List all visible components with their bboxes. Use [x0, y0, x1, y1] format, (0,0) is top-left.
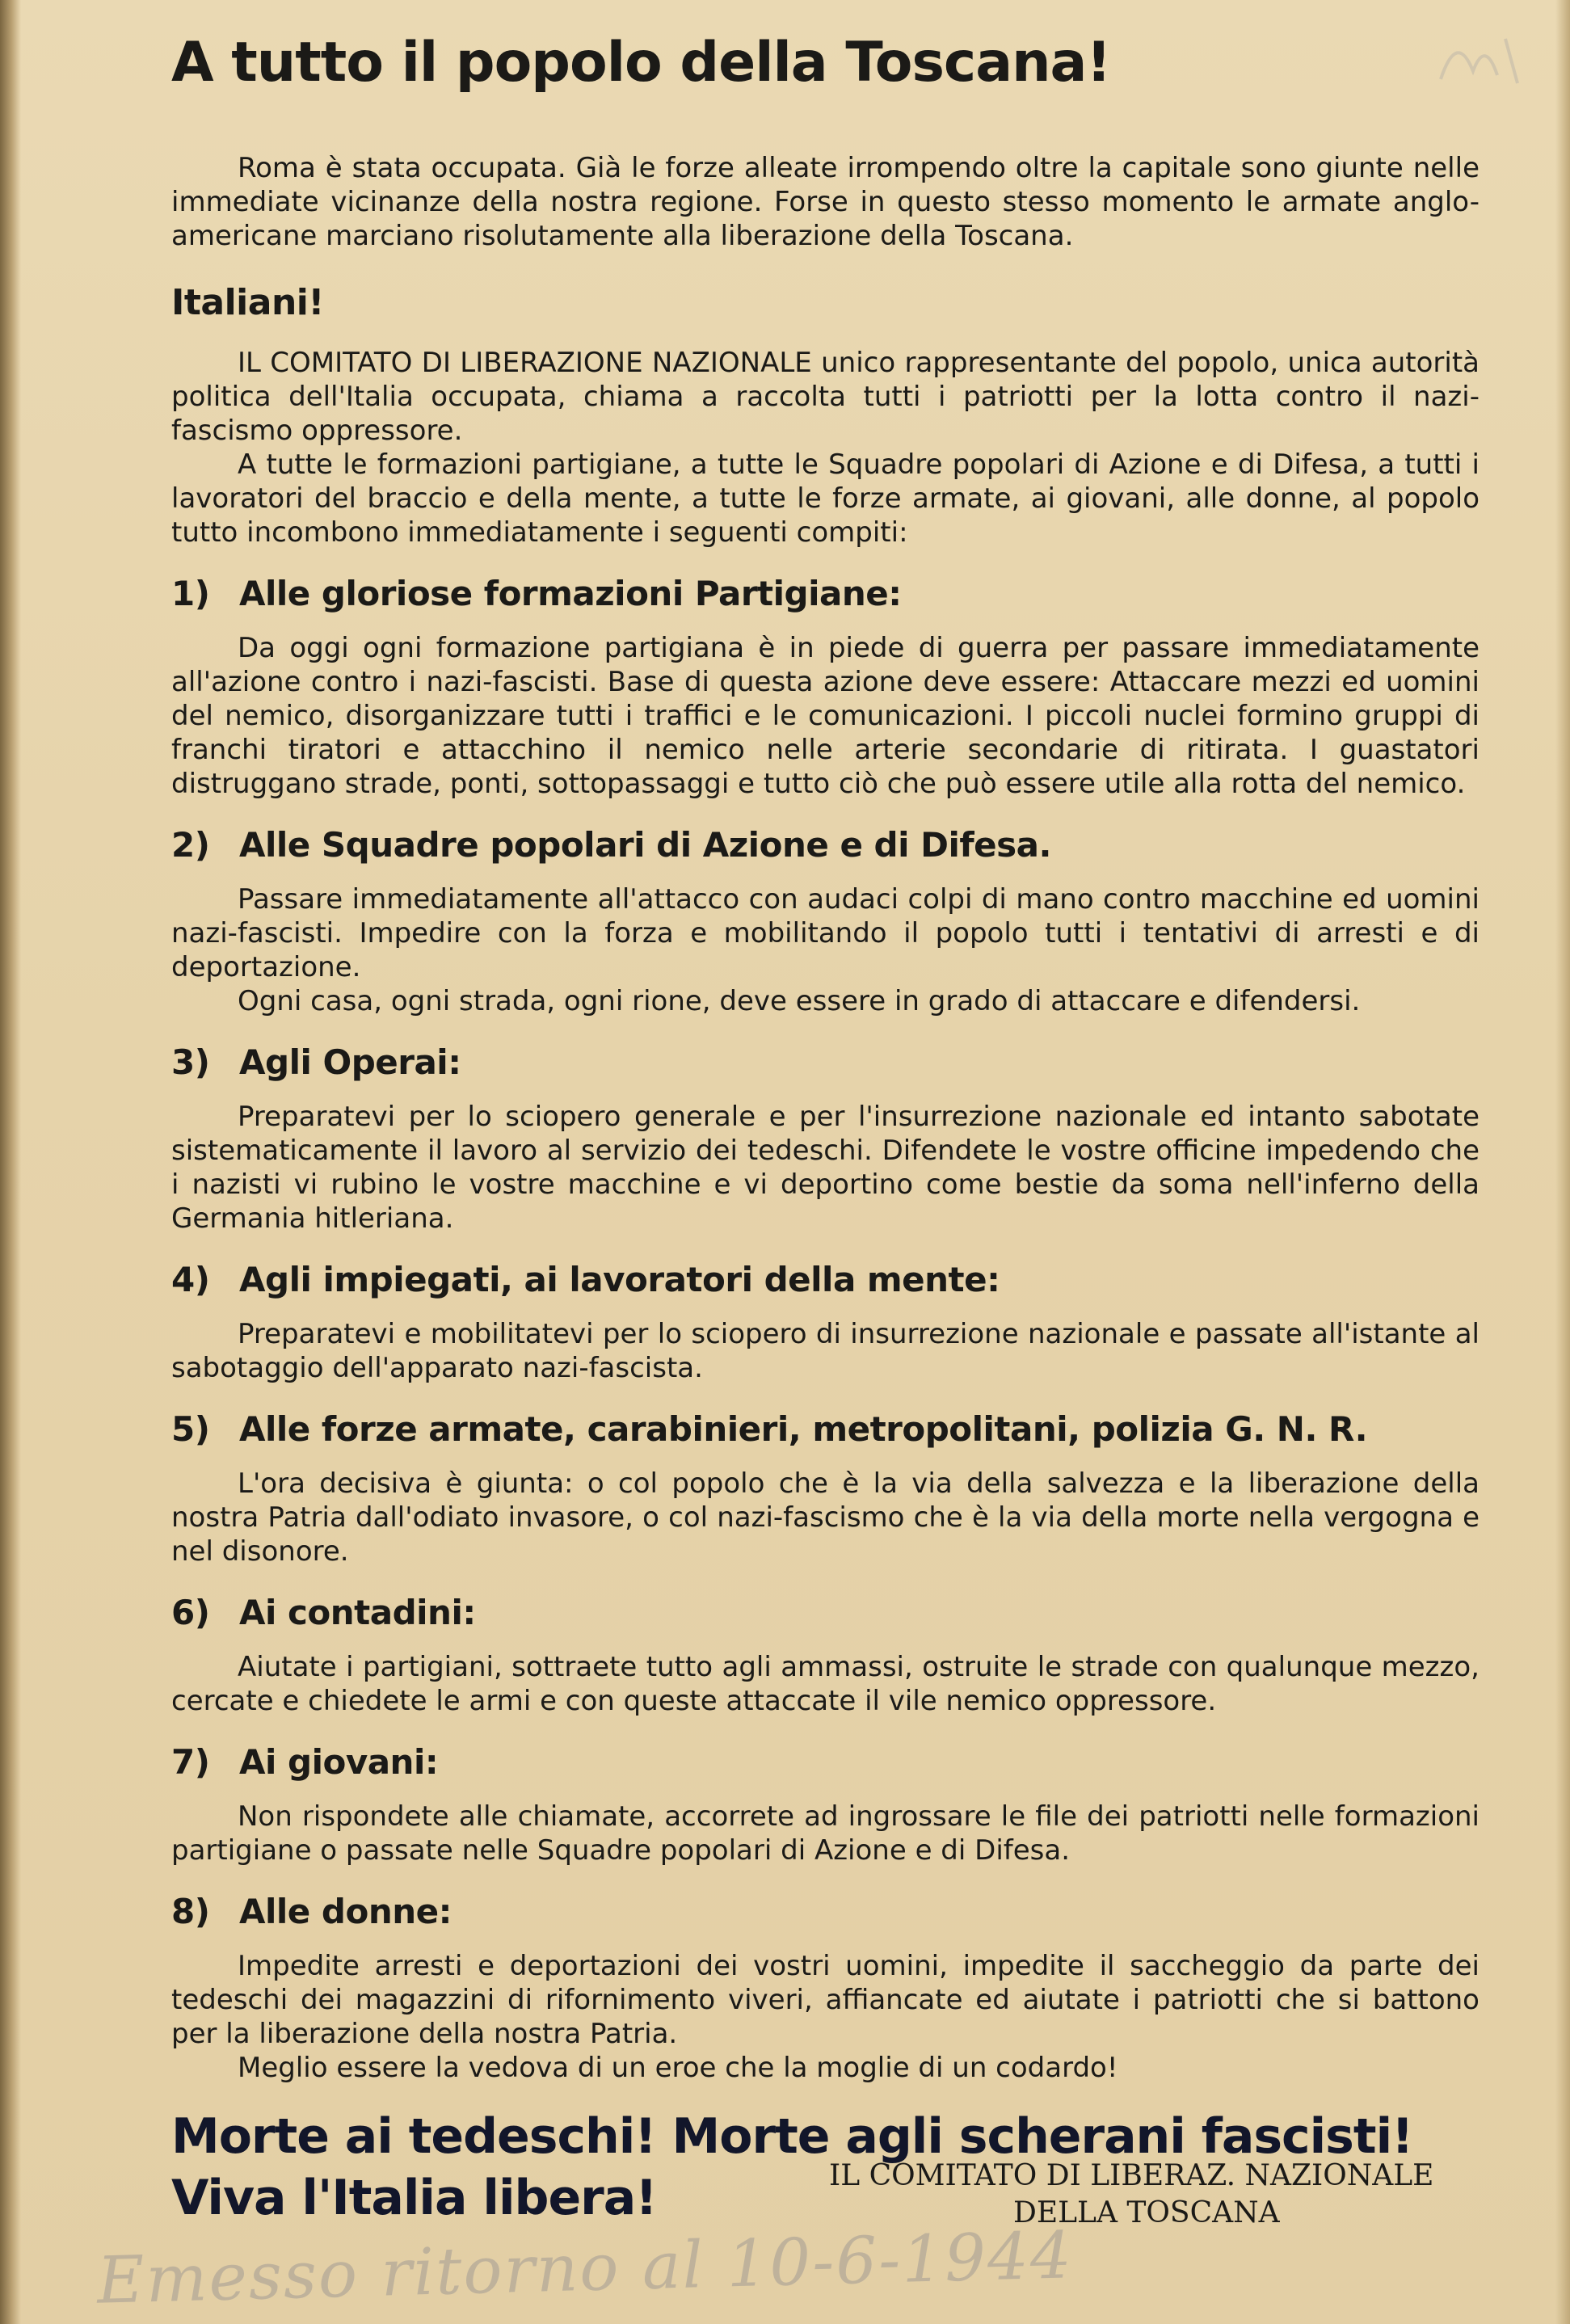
section-number: 1)	[171, 574, 210, 613]
section-number: 2)	[171, 825, 210, 865]
section-number: 7)	[171, 1742, 210, 1782]
task-sections	[171, 574, 1480, 2085]
section-paragraph: Aiutate i partigiani, sottraete tutto agli ammassi, ostruite le strade con qualunque mezzo, cercate e chiedete le armi e con queste attaccate il vile nemico oppressore.	[171, 1651, 1480, 1717]
section-paragraph: Non rispondete alle chiamate, accorrete ad ingrossare le file dei patriotti nelle formazioni partigiane o passate nelle Squadre popolari di Azione e di Difesa.	[171, 1800, 1480, 1867]
section-title	[171, 825, 1480, 865]
section-paragraph: L'ora decisiva è giunta: o col popolo che è la via della salvezza e la liberazione della nostra Patria dall'odiato invasore, o col nazi-fascismo che è la via della morte nella vergogna e nel disonore.	[171, 1467, 1480, 1568]
section-heading-text: Alle Squadre popolari di Azione e di Difesa.	[239, 825, 1051, 865]
section-title	[171, 574, 1480, 613]
slogan-line-2: Viva l'Italia libera!	[171, 2170, 657, 2226]
italiani-heading: Italiani!	[171, 282, 324, 323]
section-heading-text: Alle gloriose formazioni Partigiane:	[239, 574, 902, 613]
section-title	[171, 1042, 1480, 1082]
section-title	[171, 1409, 1480, 1449]
section-paragraph: Impedite arresti e deportazioni dei vostri uomini, impedite il saccheggio da parte dei tedeschi dei magazzini di rifornimento viveri, affiancate ed aiutate i patriotti che si battono per la liberazione della nostra Patria.	[171, 1950, 1480, 2050]
section-heading-text: Ai giovani:	[239, 1742, 439, 1782]
section-heading-text: Ai contadini:	[239, 1593, 476, 1632]
pencil-mark	[1425, 23, 1538, 95]
leaflet-title: A tutto il popolo della Toscana!	[171, 31, 1111, 95]
section-paragraph: Da oggi ogni formazione partigiana è in piede di guerra per passare immediatamente all'azione contro i nazi-fascisti. Base di questa azione deve essere: Attaccare mezzi ed uomini del nemico, disorganizzare tutti i traffici e le comunicazioni. I piccoli nuclei formino gruppi di franchi tiratori e attacchino il nemico nelle arterie secondarie di ritirata. I guastatori distruggano strade, ponti, sottopassaggi e tutto ciò che può essere utile alla rotta del nemico.	[171, 632, 1480, 800]
section-paragraph: Preparatevi e mobilitatevi per lo sciopero di insurrezione nazionale e passate all'istante al sabotaggio dell'apparato nazi-fascista.	[171, 1318, 1480, 1384]
section-number: 6)	[171, 1593, 210, 1632]
handwritten-note: Emesso ritorno al 10-6-1944	[95, 2217, 1074, 2318]
section-title	[171, 1742, 1480, 1782]
signature-line-1: IL COMITATO DI LIBERAZ. NAZIONALE	[829, 2159, 1434, 2192]
tasks-paragraph: A tutte le formazioni partigiane, a tutte le Squadre popolari di Azione e di Difesa, a tutti i lavoratori del braccio e della mente, a tutte le forze armate, ai giovani, alle donne, al popolo tutto incombono immediatamente i seguenti compiti:	[171, 448, 1480, 549]
section-title	[171, 1892, 1480, 1931]
section-number: 4)	[171, 1260, 210, 1299]
section-heading-text: Agli Operai:	[239, 1042, 461, 1082]
section-number: 8)	[171, 1892, 210, 1931]
signature-line-2: DELLA TOSCANA	[1013, 2196, 1280, 2229]
section-heading-text: Alle donne:	[239, 1892, 452, 1931]
section-title	[171, 1260, 1480, 1299]
section-title	[171, 1593, 1480, 1632]
section-paragraph: Preparatevi per lo sciopero generale e per l'insurrezione nazionale ed intanto sabotate sistematicamente il lavoro al servizio dei tedeschi. Difendete le vostre officine impedendo che i nazisti vi rubino le vostre macchine e vi deportino come bestie da soma nell'inferno della Germania hitleriana.	[171, 1101, 1480, 1235]
section-number: 3)	[171, 1042, 210, 1082]
section-number: 5)	[171, 1409, 210, 1449]
committee-paragraph: IL COMITATO DI LIBERAZIONE NAZIONALE unico rappresentante del popolo, unica autorità politica dell'Italia occupata, chiama a raccolta tutti i patriotti per la lotta contro il nazi-fascismo oppressore.	[171, 347, 1480, 447]
slogan-line-1: Morte ai tedeschi! Morte agli scherani fascisti!	[171, 2108, 1413, 2165]
section-heading-text: Agli impiegati, ai lavoratori della mente:	[239, 1260, 1000, 1299]
section-paragraph: Ogni casa, ogni strada, ogni rione, deve essere in grado di attaccare e difendersi.	[238, 985, 1361, 1017]
section-paragraph: Passare immediatamente all'attacco con audaci colpi di mano contro macchine ed uomini nazi-fascisti. Impedire con la forza e mobilitando il popolo tutti i tentativi di arresti e di deportazione.	[171, 883, 1480, 983]
section-heading-text: Alle forze armate, carabinieri, metropolitani, polizia G. N. R.	[239, 1409, 1368, 1449]
section-paragraph: Meglio essere la vedova di un eroe che la moglie di un codardo!	[238, 2052, 1118, 2084]
intro-paragraph: Roma è stata occupata. Già le forze alleate irrompendo oltre la capitale sono giunte nelle immediate vicinanze della nostra regione. Forse in questo stesso momento le armate anglo-americane marciano risolutamente alla liberazione della Toscana.	[171, 152, 1480, 252]
